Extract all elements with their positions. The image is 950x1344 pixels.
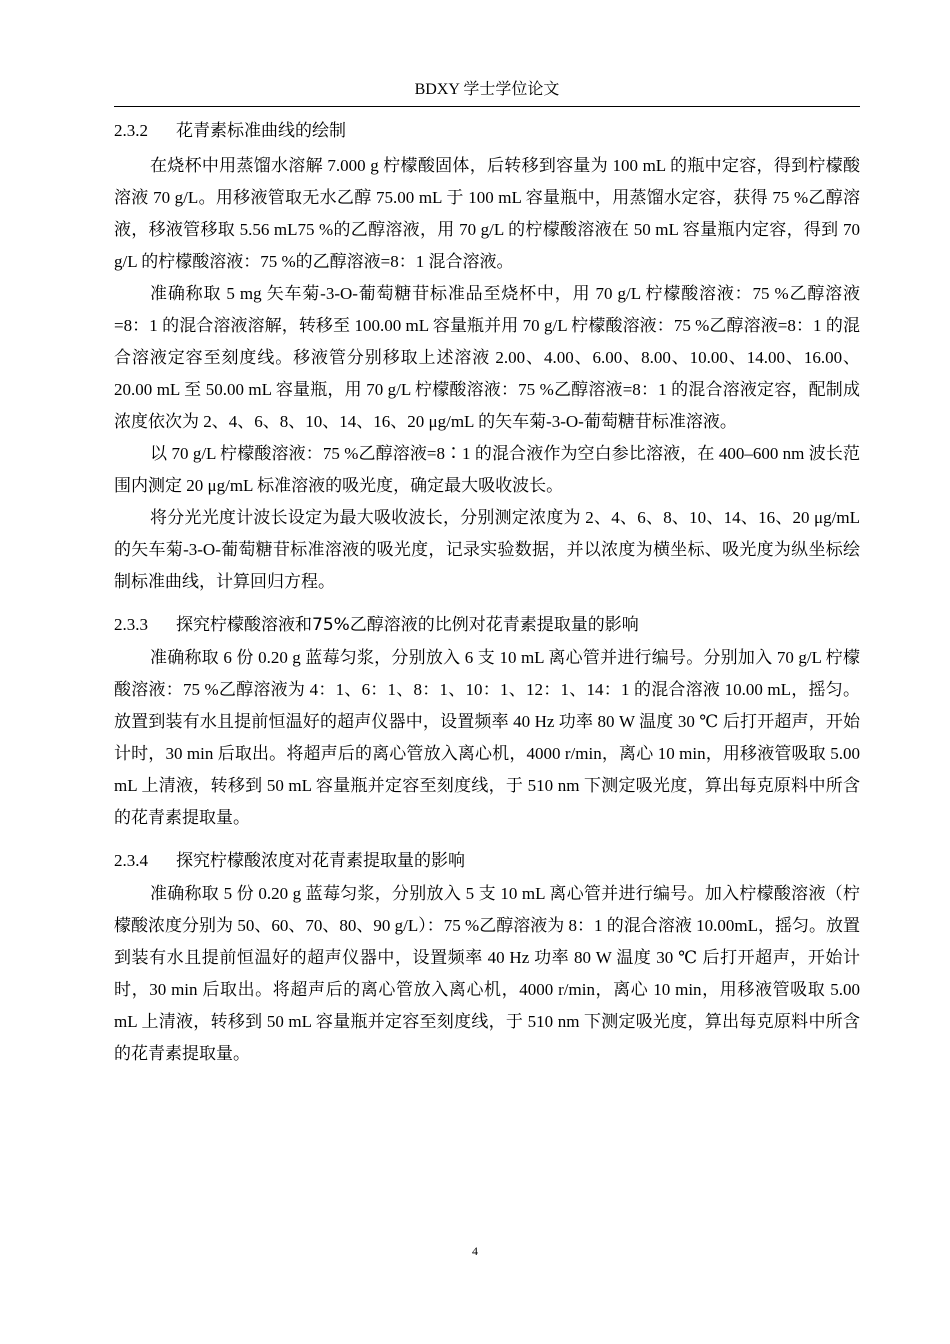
- section-title: 探究柠檬酸溶液和75%乙醇溶液的比例对花青素提取量的影响: [176, 615, 639, 635]
- paragraph: 准确称取 5 mg 矢车菊-3-O-葡萄糖苷标准品至烧杯中，用 70 g/L 柠檬酸溶液：75 %乙醇溶液=8：1 的混合溶液溶解，转移至 100.00 mL 容量瓶并用 70 g/L 柠檬酸溶液：75 %乙醇溶液=8：1 的混合溶液定容至刻度线。移液管分别移取上述溶液 2.00、4.00、6.00、8.00、10.00、14.00、16.00、20.00 mL 至 50.00 mL 容量瓶，用 70 g/L 柠檬酸溶液：75 %乙醇溶液=8：1 的混合溶液定容，配制成浓度依次为 2、4、6、8、10、14、16、20 μg/mL 的矢车菊-3-O-葡萄糖苷标准溶液。: [114, 284, 860, 431]
- section-title: 探究柠檬酸浓度对花青素提取量的影响: [176, 851, 465, 871]
- page-number: 4: [472, 1244, 478, 1258]
- paragraph: 在烧杯中用蒸馏水溶解 7.000 g 柠檬酸固体，后转移到容量为 100 mL 的瓶中定容，得到柠檬酸溶液 70 g/L。用移液管取无水乙醇 75.00 mL 于 100 mL 容量瓶中，用蒸馏水定容，获得 75 %乙醇溶液，移液管移取 5.56 mL75 %的乙醇溶液，用 70 g/L 的柠檬酸溶液在 50 mL 容量瓶内定容，得到 70 g/L 的柠檬酸溶液：75 %的乙醇溶液=8：1 混合溶液。: [114, 156, 860, 271]
- section-heading-2-3-3: [114, 614, 860, 636]
- section-number: 2.3.3: [114, 615, 148, 634]
- paragraph: 以 70 g/L 柠檬酸溶液：75 %乙醇溶液=8∶1 的混合液作为空白参比溶液，在 400–600 nm 波长范围内测定 20 μg/mL 标准溶液的吸光度，确定最大吸收波长。: [114, 444, 860, 495]
- document-body: [114, 114, 860, 1070]
- paragraph: 将分光光度计波长设定为最大吸收波长，分别测定浓度为 2、4、6、8、10、14、16、20 μg/mL 的矢车菊-3-O-葡萄糖苷标准溶液的吸光度，记录实验数据，并以浓度为横坐标、吸光度为纵坐标绘制标准曲线，计算回归方程。: [114, 508, 860, 591]
- section-number: 2.3.2: [114, 121, 148, 140]
- header-title: BDXY 学士学位论文: [414, 81, 560, 98]
- section-number: 2.3.4: [114, 851, 148, 870]
- page-header: [114, 78, 860, 107]
- paragraph: 准确称取 6 份 0.20 g 蓝莓匀浆，分别放入 6 支 10 mL 离心管并进行编号。分别加入 70 g/L 柠檬酸溶液：75 %乙醇溶液为 4：1、6：1、8：1、10：1、12：1、14：1 的混合溶液 10.00 mL，摇匀。放置到装有水且提前恒温好的超声仪器中，设置频率 40 Hz 功率 80 W 温度 30 ℃ 后打开超声，开始计时，30 min 后取出。将超声后的离心管放入离心机，4000 r/min，离心 10 min，用移液管吸取 5.00 mL 上清液，转移到 50 mL 容量瓶并定容至刻度线，于 510 nm 下测定吸光度，算出每克原料中所含的花青素提取量。: [114, 648, 860, 827]
- section-title: 花青素标准曲线的绘制: [176, 121, 346, 141]
- paragraph: 准确称取 5 份 0.20 g 蓝莓匀浆，分别放入 5 支 10 mL 离心管并进行编号。加入柠檬酸溶液（柠檬酸浓度分别为 50、60、70、80、90 g/L）：75 %乙醇溶液为 8：1 的混合溶液 10.00mL，摇匀。放置到装有水且提前恒温好的超声仪器中，设置频率 40 Hz 功率 80 W 温度 30 ℃ 后打开超声，开始计时，30 min 后取出。将超声后的离心管放入离心机，4000 r/min，离心 10 min，用移液管吸取 5.00 mL 上清液，转移到 50 mL 容量瓶并定容至刻度线，于 510 nm 下测定吸光度，算出每克原料中所含的花青素提取量。: [114, 884, 860, 1063]
- section-heading-2-3-4: [114, 850, 860, 872]
- section-heading-2-3-2: [114, 120, 860, 142]
